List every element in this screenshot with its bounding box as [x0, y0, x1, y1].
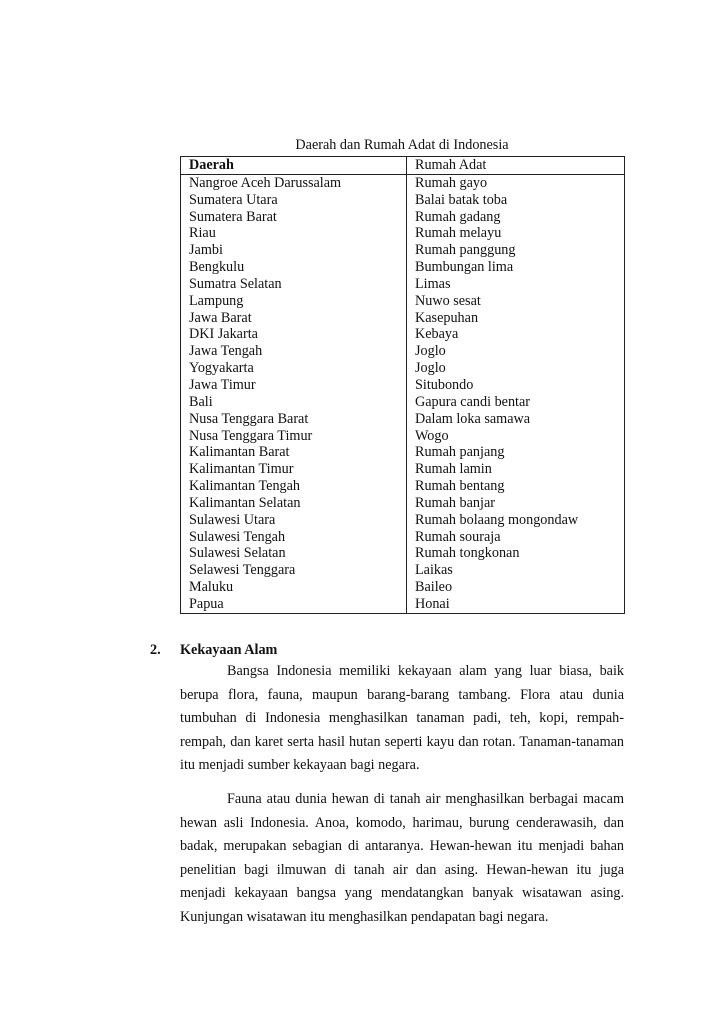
section-heading [150, 640, 624, 660]
cell-rumah-adat: Joglo [415, 343, 446, 360]
cell-daerah: Sumatera Utara [181, 192, 407, 209]
cell-daerah: Yogyakarta [181, 360, 407, 377]
cell-rumah-adat: Rumah bolaang mongondaw [415, 511, 579, 528]
cell-daerah: Sulawesi Tengah [181, 529, 407, 546]
table-row [181, 276, 625, 293]
cell-daerah: Maluku [181, 579, 407, 596]
cell-daerah: Jawa Barat [181, 310, 407, 327]
cell-rumah-adat: Joglo [415, 360, 446, 377]
cell-rumah-adat: Kebaya [415, 326, 459, 343]
table-row [181, 461, 625, 478]
table-row [181, 192, 625, 209]
table-row [181, 579, 625, 596]
table-row [181, 545, 625, 562]
cell-rumah-adat: Dalam loka samawa [415, 410, 531, 427]
region-house-table-wrapper [180, 156, 624, 614]
cell-daerah: Jambi [181, 242, 407, 259]
table-row [181, 225, 625, 242]
table-body [181, 174, 625, 613]
cell-daerah: Sumatra Selatan [181, 276, 407, 293]
cell-rumah-adat: Bumbungan lima [415, 259, 514, 276]
cell-rumah-adat: Rumah souraja [415, 528, 501, 545]
cell-daerah: Kalimantan Timur [181, 461, 407, 478]
table-row [181, 444, 625, 461]
cell-rumah-adat: Rumah banjar [415, 494, 495, 511]
cell-rumah-adat: Kasepuhan [415, 309, 479, 326]
cell-daerah: Lampung [181, 293, 407, 310]
cell-daerah: Nangroe Aceh Darussalam [181, 174, 407, 191]
cell-daerah: Sulawesi Selatan [181, 545, 407, 562]
cell-rumah-adat: Rumah gayo [415, 174, 488, 191]
table-row [181, 562, 625, 579]
cell-daerah: DKI Jakarta [181, 326, 407, 343]
section-title: Kekayaan Alam [180, 642, 278, 658]
table-header-row [181, 157, 625, 175]
table-row [181, 242, 625, 259]
cell-rumah-adat: Rumah panggung [415, 242, 516, 259]
table-row [181, 596, 625, 613]
table-row [181, 293, 625, 310]
cell-daerah: Jawa Timur [181, 377, 407, 394]
cell-rumah-adat: Rumah bentang [415, 478, 505, 495]
region-house-table [180, 156, 625, 614]
cell-daerah: Bengkulu [181, 259, 407, 276]
cell-rumah-adat: Rumah gadang [415, 208, 501, 225]
cell-daerah: Selawesi Tenggara [181, 562, 407, 579]
cell-daerah: Papua [181, 596, 407, 613]
cell-daerah: Bali [181, 394, 407, 411]
cell-rumah-adat: Rumah melayu [415, 225, 502, 242]
cell-daerah: Nusa Tenggara Barat [181, 411, 407, 428]
cell-rumah-adat: Laikas [415, 562, 453, 579]
table-row [181, 512, 625, 529]
table-row [181, 478, 625, 495]
cell-rumah-adat: Situbondo [415, 376, 474, 393]
section-kekayaan-alam [150, 640, 624, 930]
cell-rumah-adat: Limas [415, 275, 451, 292]
table-row [181, 360, 625, 377]
table-row [181, 529, 625, 546]
cell-rumah-adat: Baileo [415, 579, 453, 596]
table-row [181, 394, 625, 411]
table-row [181, 174, 625, 191]
cell-rumah-adat: Gapura candi bentar [415, 393, 531, 410]
cell-rumah-adat: Rumah lamin [415, 461, 492, 478]
table-row [181, 377, 625, 394]
table-row [181, 209, 625, 226]
paragraph-fauna: Fauna atau dunia hewan di tanah air menghasilkan berbagai macam hewan asli Indonesia. Anoa, komodo, harimau, burung cenderawasih, dan badak, merupakan sebagian di antaranya. Hewan-hewan itu menjadi bahan penelitian bagi ilmuwan di tanah air dan asing. Hewan-hewan itu juga menjadi kekayaan bangsa yang mendatangkan banyak wisatawan asing. Kunjungan wisatawan itu menghasilkan pendapatan bagi negara. [180, 790, 624, 925]
table-row [181, 259, 625, 276]
table-caption: Daerah dan Rumah Adat di Indonesia [295, 137, 509, 153]
cell-rumah-adat: Balai batak toba [415, 191, 508, 208]
table-row [181, 428, 625, 445]
cell-rumah-adat: Rumah tongkonan [415, 545, 520, 562]
column-header-daerah: Daerah [181, 157, 407, 175]
paragraph-flora: Bangsa Indonesia memiliki kekayaan alam yang luar biasa, baik berupa flora, fauna, maupun barang-barang tambang. Flora atau dunia tumbuhan di Indonesia menghasilkan tanaman padi, teh, kopi, rempah-rempah, dan karet serta hasil hutan seperti kayu dan rotan. Tanaman-tanaman itu menjadi sumber kekayaan bagi negara. [180, 663, 624, 774]
cell-rumah-adat: Rumah panjang [415, 444, 505, 461]
cell-daerah: Sulawesi Utara [181, 512, 407, 529]
table-row [181, 343, 625, 360]
column-header-rumah-adat: Rumah Adat [407, 157, 625, 175]
section-number: 2. [150, 642, 161, 658]
cell-rumah-adat: Wogo [415, 427, 449, 444]
cell-daerah: Sumatera Barat [181, 209, 407, 226]
cell-rumah-adat: Honai [415, 595, 450, 612]
cell-rumah-adat: Nuwo sesat [415, 292, 481, 309]
table-row [181, 495, 625, 512]
cell-daerah: Riau [181, 225, 407, 242]
cell-daerah: Kalimantan Tengah [181, 478, 407, 495]
table-row [181, 411, 625, 428]
cell-daerah: Kalimantan Selatan [181, 495, 407, 512]
table-row [181, 326, 625, 343]
cell-daerah: Kalimantan Barat [181, 444, 407, 461]
table-row [181, 310, 625, 327]
cell-daerah: Nusa Tenggara Timur [181, 428, 407, 445]
cell-daerah: Jawa Tengah [181, 343, 407, 360]
